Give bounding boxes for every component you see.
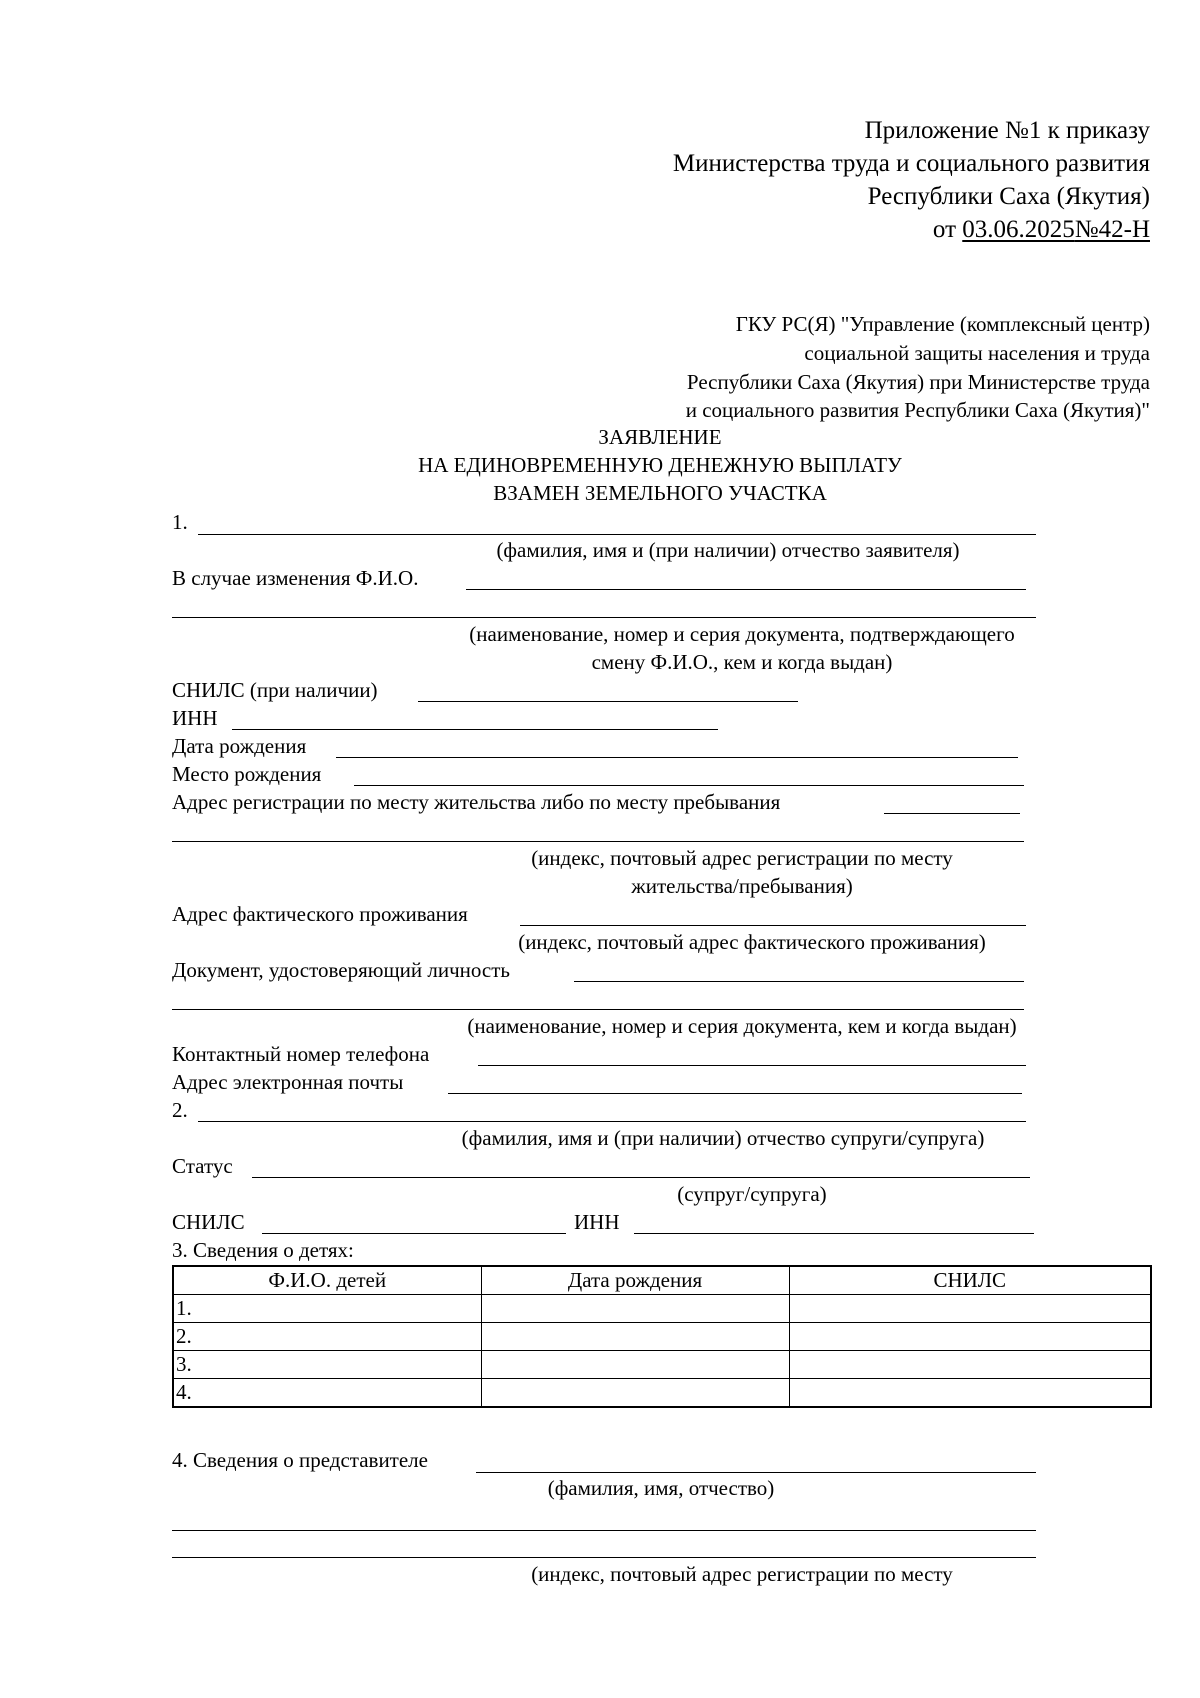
child-fio-cell[interactable]: 1. [173,1295,481,1323]
spouse-status-label: Статус [172,1154,233,1178]
child-birth-date-cell[interactable] [481,1351,789,1379]
birth-place-line[interactable] [354,785,1024,786]
reg-address-label: Адрес регистрации по месту жительства либо по месту пребывания [172,790,781,814]
applicant-fio-line[interactable] [198,534,1036,535]
appendix-number: №42-Н [1074,216,1150,243]
spouse-status-caption: (супруг/супруга) [677,1182,827,1206]
addressee-line-3: Республики Саха (Якутия) при Министерстве труда [686,370,1150,394]
child-snils-cell[interactable] [789,1295,1151,1323]
spouse-fio-line[interactable] [198,1121,1026,1122]
children-table-header [173,1266,1151,1295]
spouse-inn-label: ИНН [574,1210,620,1234]
section1-number: 1. [172,510,188,534]
appendix-prefix: от [932,216,963,243]
appendix-line-2: Министерства труда и социального развития [672,150,1150,177]
child-fio-cell[interactable]: 4. [173,1379,481,1408]
appendix-line-4 [933,217,1150,242]
child-birth-date-cell[interactable] [481,1323,789,1351]
children-col-fio: Ф.И.О. детей [173,1266,481,1295]
children-table [172,1265,1152,1408]
title-line-2: НА ЕДИНОВРЕМЕННУЮ ДЕНЕЖНУЮ ВЫПЛАТУ [418,453,902,477]
addressee-line-4: и социального развития Республики Саха (Якутия)" [685,398,1150,422]
reg-address-caption-1: (индекс, почтовый адрес регистрации по месту [531,846,953,870]
inn-line[interactable] [232,729,718,730]
child-snils-cell[interactable] [789,1379,1151,1408]
spouse-inn-line[interactable] [634,1233,1034,1234]
representative-label: 4. Сведения о представителе [172,1448,428,1472]
title-line-3: ВЗАМЕН ЗЕМЕЛЬНОГО УЧАСТКА [493,481,827,505]
child-fio-cell[interactable]: 2. [173,1323,481,1351]
snils-line[interactable] [418,701,798,702]
inn-label: ИНН [172,706,218,730]
section2-number: 2. [172,1098,188,1122]
addressee-line-2: социальной защиты населения и труда [804,341,1150,365]
email-label: Адрес электронная почты [172,1070,404,1094]
representative-address-line[interactable] [172,1530,1036,1531]
spouse-status-line[interactable] [252,1177,1030,1178]
children-col-birth-date: Дата рождения [481,1266,789,1295]
actual-address-line[interactable] [520,925,1026,926]
table-row [173,1351,1151,1379]
appendix-line-1: Приложение №1 к приказу [864,117,1150,144]
spouse-snils-label: СНИЛС [172,1210,245,1234]
email-line[interactable] [448,1093,1022,1094]
name-change-line[interactable] [466,589,1026,590]
addressee-line-1: ГКУ РС(Я) "Управление (комплексный центр) [735,312,1150,336]
id-doc-line[interactable] [574,981,1024,982]
child-birth-date-cell[interactable] [481,1295,789,1323]
children-heading: 3. Сведения о детях: [172,1238,354,1262]
representative-fio-line[interactable] [476,1472,1036,1473]
reg-address-line[interactable] [884,813,1020,814]
appendix-line-3: Республики Саха (Якутия) [867,183,1150,210]
name-change-caption-1: (наименование, номер и серия документа, подтверждающего [469,622,1015,646]
id-doc-label: Документ, удостоверяющий личность [172,958,510,982]
snils-label: СНИЛС (при наличии) [172,678,378,702]
representative-address-caption: (индекс, почтовый адрес регистрации по месту [531,1562,953,1586]
table-row [173,1295,1151,1323]
table-row [173,1323,1151,1351]
children-col-snils: СНИЛС [789,1266,1151,1295]
child-birth-date-cell[interactable] [481,1379,789,1408]
child-snils-cell[interactable] [789,1323,1151,1351]
name-change-label: В случае изменения Ф.И.О. [172,566,419,590]
representative-address-line-2[interactable] [172,1557,1036,1558]
reg-address-caption-2: жительства/пребывания) [631,874,853,898]
birth-date-line[interactable] [336,757,1018,758]
phone-label: Контактный номер телефона [172,1042,430,1066]
actual-address-label: Адрес фактического проживания [172,902,468,926]
representative-fio-caption: (фамилия, имя, отчество) [547,1476,775,1500]
birth-place-label: Место рождения [172,762,322,786]
applicant-fio-caption: (фамилия, имя и (при наличии) отчество заявителя) [496,538,960,562]
child-fio-cell[interactable]: 3. [173,1351,481,1379]
appendix-date: 03.06.2025 [962,216,1075,243]
birth-date-label: Дата рождения [172,734,307,758]
id-doc-caption: (наименование, номер и серия документа, кем и когда выдан) [467,1014,1017,1038]
actual-address-caption: (индекс, почтовый адрес фактического проживания) [518,930,986,954]
name-change-line-2[interactable] [172,617,1036,618]
spouse-snils-line[interactable] [262,1233,566,1234]
reg-address-line-2[interactable] [172,841,1024,842]
id-doc-line-2[interactable] [172,1009,1024,1010]
title-line-1: ЗАЯВЛЕНИЕ [598,425,722,449]
child-snils-cell[interactable] [789,1351,1151,1379]
name-change-caption-2: смену Ф.И.О., кем и когда выдан) [591,650,893,674]
phone-line[interactable] [478,1065,1026,1066]
table-row [173,1379,1151,1408]
spouse-fio-caption: (фамилия, имя и (при наличии) отчество супруги/супруга) [461,1126,985,1150]
